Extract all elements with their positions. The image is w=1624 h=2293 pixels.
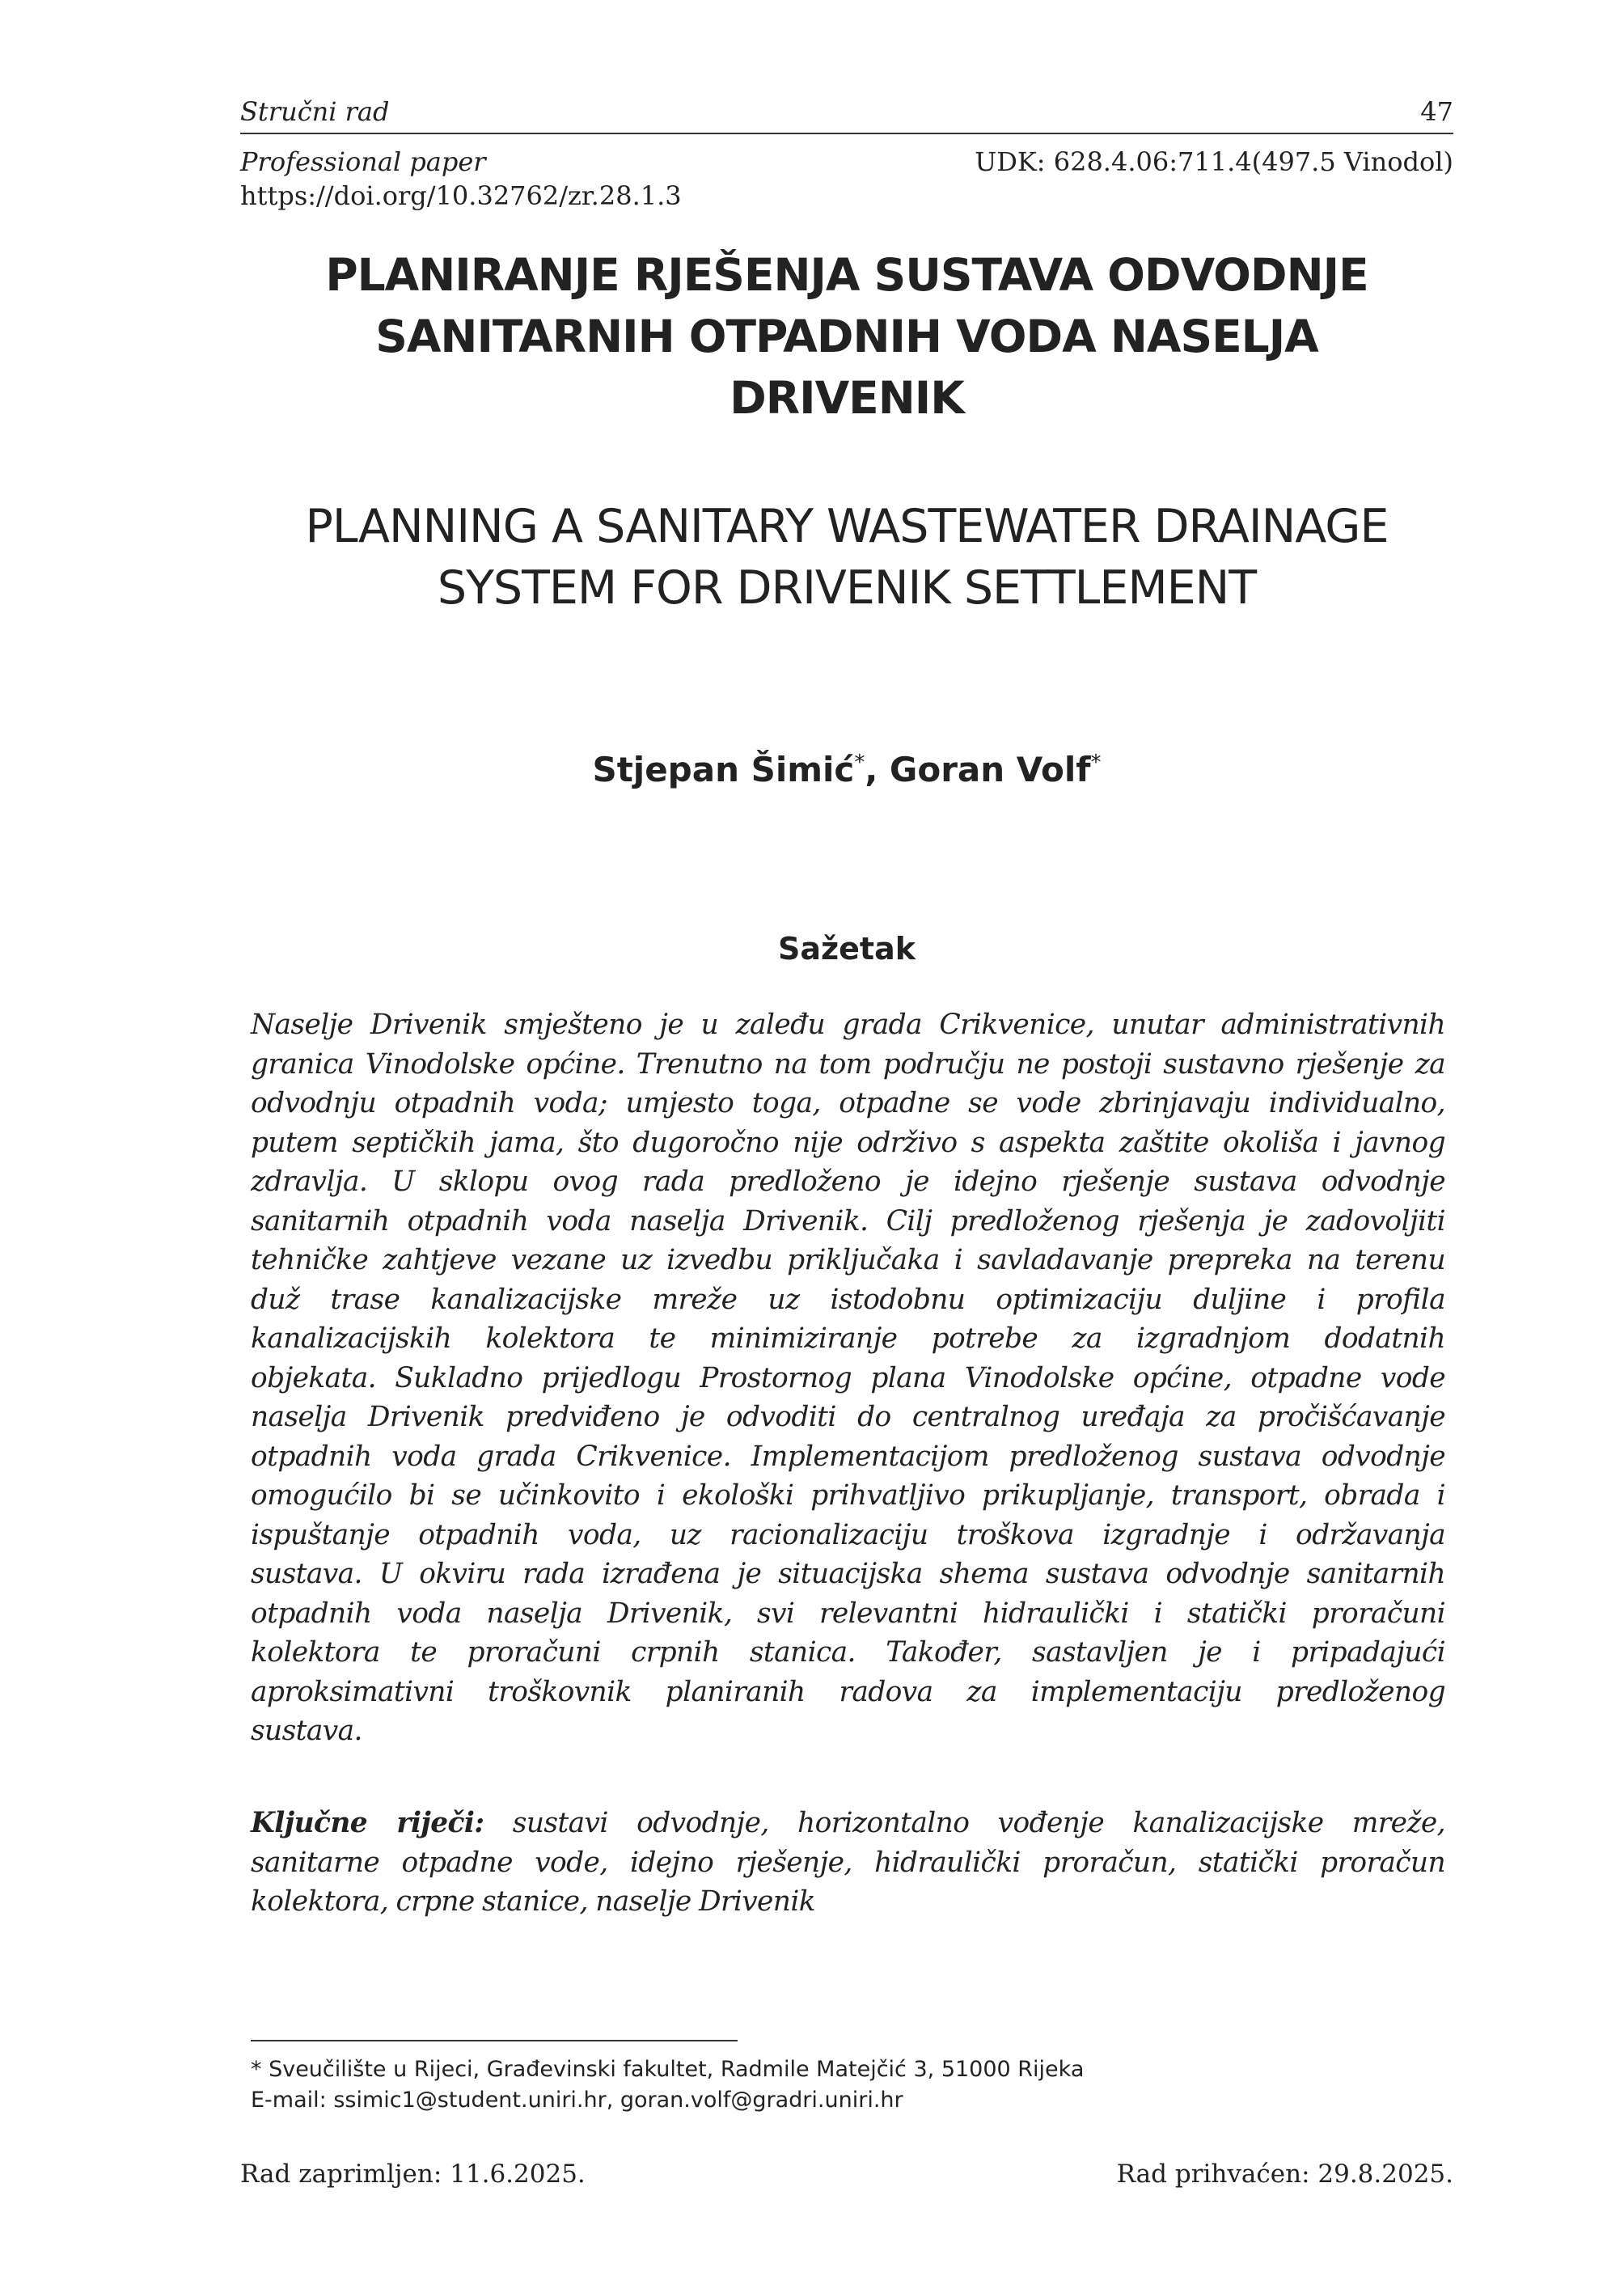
date-accepted: Rad prihvaćen: 29.8.2025.	[1116, 2160, 1453, 2189]
doi-link[interactable]: https://doi.org/10.32762/zr.28.1.3	[240, 180, 682, 211]
abstract-line: odvodnju otpadnih voda; umjesto toga, otpadne se vode zbrinjavaju individualno,	[251, 1087, 1445, 1119]
title-line: PLANNING A SANITARY WASTEWATER DRAINAGE	[305, 500, 1389, 553]
author-separator: ,	[865, 750, 890, 789]
header-rule	[240, 133, 1453, 134]
abstract-line: kolektora te proračuni crpnih stanica. Također, sastavljen je i pripadajući	[251, 1636, 1445, 1669]
footnote-rule	[251, 2040, 738, 2041]
abstract-line: Naselje Drivenik smješteno je u zaleđu grada Crikvenice, unutar administrativnih	[251, 1009, 1445, 1041]
date-received: Rad zaprimljen: 11.6.2025.	[240, 2160, 586, 2189]
keywords-line	[251, 1804, 1445, 1843]
title-line: PLANIRANJE RJEŠENJA SUSTAVA ODVODNJE	[325, 249, 1368, 301]
title-line: DRIVENIK	[730, 372, 964, 424]
abstract-line: granica Vinodolske općine. Trenutno na tom području ne postoji sustavno rješenje za	[251, 1047, 1445, 1081]
author-emails: E-mail: ssimic1@student.uniri.hr, goran.volf@gradri.uniri.hr	[251, 2088, 903, 2113]
abstract-line: putem septičkih jama, što dugoročno nije održivo s aspekta zaštite okoliša i javnog	[251, 1126, 1445, 1159]
paper-type: Professional paper	[240, 146, 486, 177]
keywords-line: kolektora, crpne stanice, naselje Drivenik	[251, 1885, 815, 1918]
keywords-label: Ključne riječi:	[251, 1807, 484, 1839]
abstract-line: naselja Drivenik predviđeno je odvoditi do centralnog uređaja za pročišćavanje	[251, 1401, 1445, 1433]
title-line: SANITARNIH OTPADNIH VODA NASELJA	[375, 311, 1318, 362]
abstract-line: duž trase kanalizacijske mreže uz istodobnu optimizaciju duljine i profila	[251, 1283, 1445, 1316]
doi-row	[240, 180, 1453, 212]
abstract-line: kanalizacijskih kolektora te minimiziranje potrebe za izgradnjom dodatnih	[251, 1322, 1445, 1355]
udk-code: UDK: 628.4.06:711.4(497.5 Vinodol)	[975, 146, 1453, 177]
paper-meta-row	[240, 146, 1453, 178]
page-number: 47	[1420, 96, 1453, 127]
author-name: Stjepan Šimić	[592, 750, 855, 789]
abstract-body	[251, 1005, 1445, 1751]
author-footnote-mark: *	[1090, 751, 1102, 775]
abstract-line: tehničke zahtjeve vezane uz izvedbu priključaka i savladavanje prepreka na terenu	[251, 1244, 1445, 1276]
abstract-line: otpadnih voda grada Crikvenice. Implementacijom predloženog sustava odvodnje	[251, 1440, 1445, 1473]
keywords-text: sustavi odvodnje, horizontalno vođenje kanalizacijske mreže,	[484, 1807, 1446, 1839]
abstract-line: otpadnih voda naselja Drivenik, svi relevantni hidraulički i statički proračuni	[251, 1597, 1445, 1630]
keywords	[251, 1804, 1445, 1922]
abstract-line: aproksimativni troškovnik planiranih radova za implementaciju predloženog	[251, 1675, 1445, 1708]
abstract-heading: Sažetak	[778, 931, 916, 967]
running-header	[240, 95, 1453, 128]
abstract-line: zdravlja. U sklopu ovog rada predloženo je idejno rješenje sustava odvodnje	[251, 1166, 1445, 1198]
submission-dates	[240, 2158, 1453, 2190]
title-line: SYSTEM FOR DRIVENIK SETTLEMENT	[437, 561, 1257, 615]
abstract-line: objekata. Sukladno prijedlogu Prostornog plana Vinodolske općine, otpadne vode	[251, 1361, 1445, 1394]
keywords-line: sanitarne otpadne vode, idejno rješenje, hidraulički proračun, statički proračun	[251, 1846, 1445, 1879]
abstract-line: ispuštanje otpadnih voda, uz racionalizaciju troškova izgradnje i održavanja	[251, 1518, 1445, 1551]
abstract-line: sustava.	[251, 1715, 362, 1747]
abstract-line: sanitarnih otpadnih voda naselja Drivenik. Cilj predloženog rješenja je zadovoljiti	[251, 1204, 1445, 1237]
author-name: Goran Volf	[889, 750, 1091, 789]
authors	[240, 742, 1453, 790]
title-croatian	[240, 244, 1453, 429]
author-footnote-mark: *	[854, 751, 865, 775]
title-english	[240, 496, 1453, 619]
footnote	[251, 2054, 1445, 2116]
abstract-line: omogućilo bi se učinkovito i ekološki prihvatljivo prikupljanje, transport, obrada i	[251, 1479, 1445, 1512]
author-affiliation: * Sveučilište u Rijeci, Građevinski fakultet, Radmile Matejčić 3, 51000 Rijeka	[251, 2057, 1085, 2082]
section-label: Stručni rad	[240, 96, 390, 127]
abstract-line: sustava. U okviru rada izrađena je situacijska shema sustava odvodnje sanitarnih	[251, 1558, 1445, 1590]
